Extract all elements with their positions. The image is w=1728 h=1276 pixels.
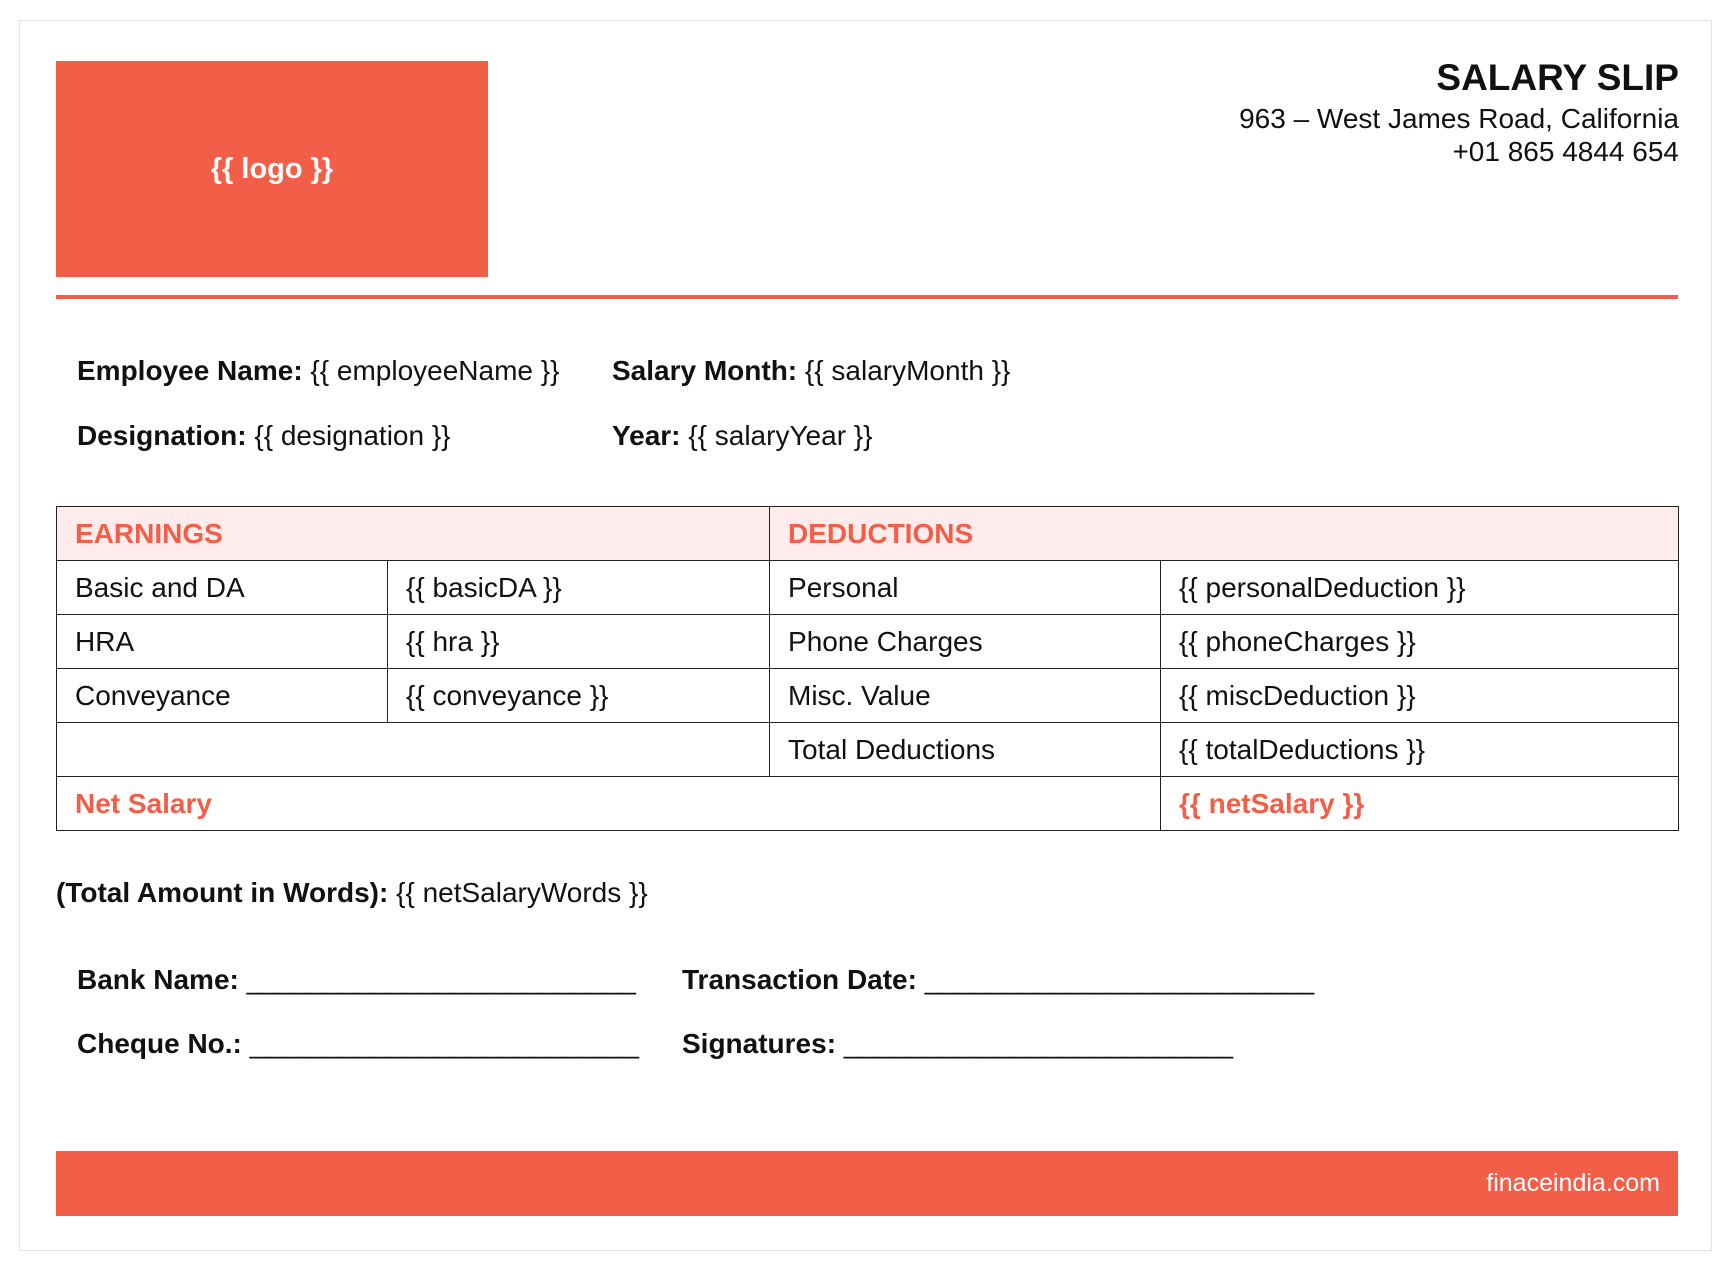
transaction-date-line: _________________________ xyxy=(924,964,1315,995)
deduction-value: {{ personalDeduction }} xyxy=(1161,561,1679,615)
net-salary-label: Net Salary xyxy=(57,777,1161,831)
bank-name-label: Bank Name: xyxy=(77,964,239,995)
total-deductions-label: Total Deductions xyxy=(770,723,1161,777)
amount-in-words-label: (Total Amount in Words): xyxy=(56,877,389,908)
deduction-label: Personal xyxy=(770,561,1161,615)
amount-in-words xyxy=(56,879,648,907)
earning-label: Basic and DA xyxy=(57,561,388,615)
year-value: {{ salaryYear }} xyxy=(688,420,873,451)
employee-name-label: Employee Name: xyxy=(77,355,303,386)
net-salary-row xyxy=(57,777,1679,831)
salary-month-label: Salary Month: xyxy=(612,355,798,386)
table-header-row xyxy=(57,507,1679,561)
footer-bar xyxy=(56,1151,1678,1216)
logo-placeholder xyxy=(56,61,488,277)
cheque-no-field xyxy=(77,1030,639,1058)
signatures-label: Signatures: xyxy=(682,1028,837,1059)
earning-label: HRA xyxy=(57,615,388,669)
salary-month-field xyxy=(612,357,1010,385)
earning-value: {{ basicDA }} xyxy=(388,561,770,615)
earning-label: Conveyance xyxy=(57,669,388,723)
company-address: 963 – West James Road, California xyxy=(1239,103,1679,134)
deduction-value: {{ phoneCharges }} xyxy=(1161,615,1679,669)
earnings-header: EARNINGS xyxy=(57,507,770,561)
table-row xyxy=(57,615,1679,669)
net-salary-value: {{ netSalary }} xyxy=(1161,777,1679,831)
table-row xyxy=(57,669,1679,723)
earnings-deductions-table xyxy=(56,506,1679,831)
signatures-field xyxy=(682,1030,1233,1058)
logo-text: {{ logo }} xyxy=(210,152,334,185)
company-info xyxy=(1239,59,1679,171)
designation-value: {{ designation }} xyxy=(254,420,451,451)
transaction-date-label: Transaction Date: xyxy=(682,964,917,995)
transaction-date-field xyxy=(682,966,1314,994)
deduction-value: {{ miscDeduction }} xyxy=(1161,669,1679,723)
designation-label: Designation: xyxy=(77,420,247,451)
empty-earning-cell xyxy=(57,723,770,777)
year-label: Year: xyxy=(612,420,681,451)
bank-name-line: _________________________ xyxy=(246,964,636,995)
footer-site: finaceindia.com xyxy=(1486,1169,1660,1197)
amount-in-words-value: {{ netSalaryWords }} xyxy=(396,877,648,908)
earning-value: {{ conveyance }} xyxy=(388,669,770,723)
document-title: SALARY SLIP xyxy=(1436,57,1679,98)
signatures-line: _________________________ xyxy=(843,1028,1234,1059)
employee-name-value: {{ employeeName }} xyxy=(310,355,560,386)
year-field xyxy=(612,422,873,450)
bank-name-field xyxy=(77,966,636,994)
total-deductions-value: {{ totalDeductions }} xyxy=(1161,723,1679,777)
deduction-label: Misc. Value xyxy=(770,669,1161,723)
deductions-header: DEDUCTIONS xyxy=(770,507,1679,561)
employee-name-field xyxy=(77,357,559,385)
table-row xyxy=(57,561,1679,615)
company-phone: +01 865 4844 654 xyxy=(1452,136,1679,167)
designation-field xyxy=(77,422,451,450)
table-row xyxy=(57,723,1679,777)
earning-value: {{ hra }} xyxy=(388,615,770,669)
cheque-no-label: Cheque No.: xyxy=(77,1028,242,1059)
deduction-label: Phone Charges xyxy=(770,615,1161,669)
cheque-no-line: _________________________ xyxy=(249,1028,639,1059)
salary-month-value: {{ salaryMonth }} xyxy=(804,355,1011,386)
header-divider xyxy=(56,295,1678,299)
